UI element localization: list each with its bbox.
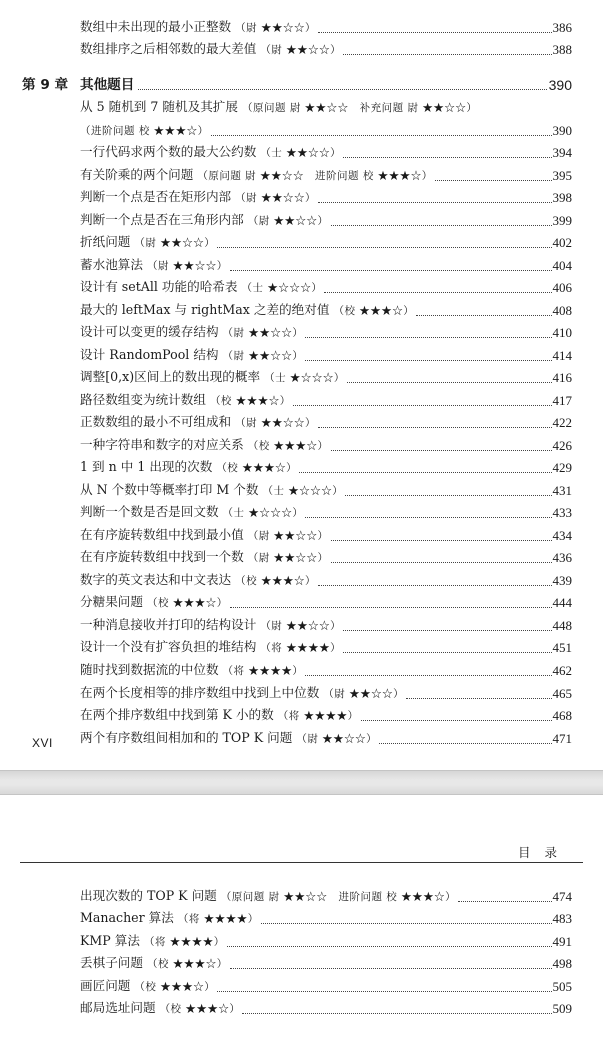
toc-entry-difficulty: （进阶问题 校 ★★★☆） [80, 124, 209, 137]
toc-entry-title-text: 邮局选址问题 [80, 1000, 156, 1015]
toc-entry [80, 481, 572, 501]
toc-entry-difficulty: （原问题 尉 ★★☆☆ 进阶问题 校 ★★★☆） [220, 891, 457, 903]
toc-entry-page: 483 [552, 911, 572, 927]
toc-entry-leader [318, 202, 552, 203]
toc-entry-leader [361, 720, 552, 721]
running-head-label: 目录 [517, 845, 571, 860]
toc-entry-title [80, 570, 316, 591]
toc-entry-title [80, 390, 291, 411]
toc-entry-leader [305, 675, 551, 676]
toc-entry [80, 413, 572, 433]
toc-entry-difficulty: （士 ★☆☆☆） [264, 372, 345, 385]
toc-entry-leader [331, 562, 552, 563]
toc-entry-title-text: 最大的 leftMax 与 rightMax 之差的绝对值 [80, 301, 330, 317]
toc-entry-title-text: 一种字符串和数字的对应关系 [80, 436, 244, 452]
toc-entry-leader [227, 946, 552, 947]
toc-entry-page: 394 [552, 145, 572, 161]
running-head [0, 843, 603, 865]
toc-entry-title [80, 908, 259, 929]
toc-entry-difficulty: （校 ★★★☆） [333, 304, 415, 317]
toc-entry-difficulty: （尉 ★★☆☆） [247, 552, 329, 565]
toc-entry-page: 429 [552, 460, 572, 476]
toc-entry-leader [299, 472, 551, 473]
toc-entry-page: 390 [552, 122, 572, 138]
toc-entry-leader [230, 270, 552, 271]
toc-entry [80, 571, 572, 591]
toc-entry-page: 498 [552, 956, 572, 972]
toc-entry [80, 526, 572, 546]
toc-entry-title [80, 502, 303, 523]
toc-entry-page: 398 [552, 190, 572, 206]
toc-entry-title [80, 953, 228, 974]
toc-entry-leader [416, 315, 551, 316]
toc-entry-title-text: 蓄水池算法 [80, 256, 143, 272]
toc-entry-leader [305, 517, 551, 518]
toc-entry [80, 458, 572, 478]
toc-entry-title-text: 判断一个点是否在三角形内部 [80, 211, 244, 227]
toc-entry-difficulty: （校 ★★★☆） [209, 394, 291, 407]
toc-entry-difficulty: （校 ★★★☆） [235, 574, 316, 587]
toc-entry-page: 416 [552, 370, 572, 386]
toc-entry-title [80, 457, 297, 478]
toc-entry-difficulty: （校 ★★★☆） [146, 958, 228, 971]
toc-entry-title [80, 345, 303, 366]
toc-entry-title [80, 187, 316, 208]
toc-entry-difficulty: （将 ★★★★） [222, 665, 304, 677]
toc-entry-title [80, 705, 359, 726]
toc-entry-title [80, 615, 341, 636]
toc-entry-page: 402 [552, 235, 572, 251]
toc-entry-title-text: 正数数组的最小不可组成和 [80, 414, 232, 430]
toc-entry-difficulty: （校 ★★★☆） [146, 597, 228, 610]
toc-entry [80, 278, 572, 298]
toc-entry-difficulty: （尉 ★★☆☆） [247, 214, 329, 227]
toc-entry-title [80, 547, 329, 568]
toc-entry [80, 121, 572, 141]
toc-entry-page: 408 [552, 302, 572, 318]
toc-entry-leader [217, 247, 551, 248]
toc-entry-title-text: 分糖果问题 [80, 594, 143, 610]
toc-entry-leader [261, 923, 552, 924]
toc-entry-difficulty: （士 ★★☆☆） [260, 147, 342, 160]
toc-entry-page: 436 [552, 550, 572, 566]
toc-entry-title-text: 在有序旋转数组中找到一个数 [80, 549, 244, 565]
toc-entry [80, 977, 572, 997]
toc-entry-leader [242, 1013, 551, 1014]
toc-entry-difficulty: （将 ★★★★） [177, 913, 259, 926]
toc-entry-leader [230, 607, 552, 608]
toc-entry-title [80, 300, 414, 321]
toc-entry-leader [293, 405, 552, 406]
toc-entry-title [80, 97, 477, 118]
toc-entry-difficulty: （校 ★★★☆） [247, 439, 329, 452]
toc-entry-difficulty: （原问题 尉 ★★☆☆ 进阶问题 校 ★★★☆） [197, 169, 433, 182]
toc-entry-difficulty: （士 ★☆☆☆） [241, 282, 323, 295]
toc-entry [80, 323, 572, 343]
toc-entry-page: 399 [552, 212, 572, 228]
toc-entry-page: 474 [552, 889, 572, 904]
toc-entry-title-text: 判断一个点是否在矩形内部 [80, 189, 232, 205]
toc-entry-leader [343, 54, 551, 55]
toc-entry-leader [211, 135, 552, 136]
toc-entry-difficulty: （校 ★★★☆） [159, 1003, 241, 1015]
toc-entry-title [80, 480, 343, 501]
toc-entry-leader [331, 450, 552, 451]
toc-entry-difficulty: （将 ★★★★） [143, 935, 225, 948]
toc-entry-difficulty: （尉 ★★☆☆） [235, 192, 316, 205]
toc-entry-page: 465 [552, 685, 572, 701]
toc-entry-leader [305, 360, 551, 361]
toc-entry-title [80, 525, 329, 546]
toc-entry-title-text: 折纸问题 [80, 234, 131, 250]
toc-entry [80, 166, 572, 186]
toc-entry [80, 638, 572, 658]
toc-entry-page: 386 [552, 20, 572, 35]
toc-entry [80, 368, 572, 388]
toc-entry-title [80, 232, 215, 253]
toc-entry-leader [331, 225, 552, 226]
toc-entry-page: 406 [552, 280, 572, 296]
toc-entry-title [80, 255, 228, 276]
toc-entry-title [80, 17, 316, 38]
toc-entry-leader [331, 540, 552, 541]
toc-entry-difficulty: （尉 ★★☆☆） [323, 687, 405, 700]
toc-entry [80, 256, 572, 276]
toc-entry-leader [305, 337, 551, 338]
toc-entry-difficulty: （尉 ★★☆☆） [260, 619, 342, 632]
toc-entry-difficulty: （校 ★★★☆） [134, 980, 216, 993]
toc-entry [80, 211, 572, 231]
toc-entry [80, 391, 572, 411]
toc-entry-leader [318, 585, 552, 586]
toc-entry-difficulty: （尉 ★★☆☆） [247, 529, 329, 542]
toc-entry-leader [406, 698, 551, 699]
toc-entry [80, 346, 572, 366]
toc-entry-difficulty: （将 ★★★★） [277, 710, 359, 723]
toc-entry-title-text: 从 5 随机到 7 随机及其扩展 [80, 99, 238, 114]
toc-entry-difficulty: （校 ★★★☆） [216, 462, 298, 475]
toc-entry-difficulty: （尉 ★★☆☆） [222, 349, 304, 362]
toc-entry [80, 143, 572, 163]
toc-entry-page: 417 [552, 392, 572, 408]
toc-entry-title-text: 画匠问题 [80, 977, 131, 993]
toc-entry-title [80, 120, 209, 141]
toc-entry-title [80, 165, 433, 186]
toc-entry-difficulty: （尉 ★★☆☆） [235, 22, 316, 34]
toc-entry [80, 593, 572, 613]
toc-entry-difficulty: （尉 ★★☆☆） [235, 417, 316, 430]
toc-entry [80, 954, 572, 974]
toc-entry-title-text: 丢棋子问题 [80, 955, 143, 971]
toc-entry-page: 414 [552, 347, 572, 363]
toc-entry-title-text: 数字的英文表达和中文表达 [80, 571, 232, 587]
toc-entry-leader [347, 382, 552, 383]
toc-entry-page: 448 [552, 617, 572, 633]
toc-entry-title-text: 在两个排序数组中找到第 K 小的数 [80, 707, 274, 723]
toc-entry-page: 433 [552, 505, 572, 521]
toc-entry-page: 426 [552, 437, 572, 453]
toc-entry-difficulty: （将 ★★★★） [260, 642, 342, 655]
toc-entry [80, 729, 572, 749]
toc-entry [80, 616, 572, 636]
toc-entry-title-text: 一行代码求两个数的最大公约数 [80, 144, 257, 160]
toc-entry-difficulty: （尉 ★★☆☆） [146, 259, 228, 272]
running-head-rule [20, 862, 583, 863]
chapter-leader [138, 89, 546, 90]
toc-entry-title [80, 998, 240, 1019]
toc-entry-title-text: 判断一个数是否是回文数 [80, 504, 219, 520]
toc-entry [80, 18, 572, 38]
toc-entry-leader [318, 32, 552, 33]
toc-entry [80, 999, 572, 1019]
toc-entry-page: 462 [552, 663, 572, 678]
toc-entry-page: 468 [552, 708, 572, 724]
toc-entry-leader [379, 743, 551, 744]
toc-entry-title [80, 728, 377, 749]
toc-entry [80, 503, 572, 523]
toc-entry-leader [324, 292, 551, 293]
toc-entry-leader [345, 495, 551, 496]
toc-entry-leader [217, 991, 551, 992]
toc-entry [80, 661, 572, 681]
toc-entry-title-text: 设计一个没有扩容负担的堆结构 [80, 639, 257, 655]
toc-entry [80, 932, 572, 952]
toc-entry-title [80, 412, 316, 433]
toc-entry [80, 436, 572, 456]
toc-entry-leader [435, 180, 552, 181]
toc-entry-title-text: 设计有 setAll 功能的哈希表 [80, 279, 238, 295]
toc-entry-page: 471 [552, 730, 572, 746]
toc-entry-title-text: 数组中未出现的最小正整数 [80, 19, 232, 34]
toc-entry-title [80, 210, 329, 231]
toc-entry-title [80, 367, 345, 388]
toc-entry-title [80, 322, 303, 343]
toc-entry-title-text: 一种消息接收并打印的结构设计 [80, 616, 257, 632]
toc-entry-title-text: 1 到 n 中 1 出现的次数 [80, 459, 213, 475]
toc-entry [80, 909, 572, 929]
toc-entry-title [80, 660, 303, 681]
toc-entry-page: 410 [552, 325, 572, 341]
toc-entry-title [80, 39, 341, 60]
toc-entry-leader [343, 652, 551, 653]
toc-entry-difficulty: （士 ★☆☆☆） [222, 507, 304, 520]
toc-entry-page: 509 [552, 1001, 572, 1016]
toc-entry-leader [318, 427, 552, 428]
toc-entry-leader [343, 157, 551, 158]
toc-entry-leader [230, 968, 552, 969]
toc-entry [80, 684, 572, 704]
toc-entry-title-text: Manacher 算法 [80, 910, 174, 926]
toc-entry-title [80, 886, 456, 907]
toc-entry-title [80, 637, 341, 658]
toc-entry-title-text: 调整[0,x)区间上的数出现的概率 [80, 369, 261, 385]
toc-entry-title-text: 在两个长度相等的排序数组中找到上中位数 [80, 684, 320, 700]
toc-entry-page: 404 [552, 257, 572, 273]
toc-entry-page: 505 [552, 978, 572, 994]
toc-entry-leader [458, 901, 551, 902]
toc-entry-difficulty: （尉 ★★☆☆） [134, 237, 216, 250]
toc-entry-page: 491 [552, 933, 572, 949]
toc-entry [80, 233, 572, 253]
toc-entry [80, 887, 572, 907]
toc-entry-title-text: 两个有序数组间相加和的 TOP K 问题 [80, 729, 293, 745]
toc-entry [80, 188, 572, 208]
toc-entry [80, 98, 572, 118]
chapter-page: 390 [548, 77, 572, 93]
toc-entry-page: 395 [552, 167, 572, 183]
toc-entry-difficulty: （尉 ★★☆☆） [222, 327, 304, 340]
toc-entry-difficulty: （尉 ★★☆☆） [296, 732, 378, 745]
toc-entry [80, 548, 572, 568]
toc-entry-title-text: 路径数组变为统计数组 [80, 391, 206, 407]
toc-entry-page: 439 [552, 572, 572, 588]
toc-entry-page: 451 [552, 640, 572, 656]
page-folio: XVI [32, 736, 53, 750]
toc-entry-title [80, 592, 228, 613]
toc-entry-page: 444 [552, 595, 572, 611]
toc-entry-title-text: 有关阶乘的两个问题 [80, 166, 194, 182]
toc-entry-title [80, 931, 225, 952]
toc-entry-difficulty: （原问题 尉 ★★☆☆ 补充问题 尉 ★★☆☆） [241, 102, 478, 114]
toc-entry-title [80, 683, 404, 704]
toc-entry-title-text: 出现次数的 TOP K 问题 [80, 888, 217, 903]
chapter-title: 其他题目 [80, 77, 135, 93]
toc-entry-title-text: 数组排序之后相邻数的最大差值 [80, 41, 257, 57]
toc-entry [80, 301, 572, 321]
toc-entry [80, 40, 572, 60]
toc-entry-title-text: 设计可以变更的缓存结构 [80, 324, 219, 340]
toc-entry-title [80, 435, 329, 456]
toc-entry-page: 388 [552, 42, 572, 58]
toc-entry-title-text: 设计 RandomPool 结构 [80, 346, 219, 362]
toc-entry-title-text: 在有序旋转数组中找到最小值 [80, 526, 244, 542]
toc-entry-leader [343, 630, 551, 631]
toc-entry [80, 706, 572, 726]
toc-entry-title-text: 随时找到数据流的中位数 [80, 662, 219, 677]
page-separator [0, 770, 603, 795]
chapter-heading [22, 74, 572, 96]
toc-entry-title [80, 142, 341, 163]
toc-entry-page: 422 [552, 415, 572, 431]
toc-entry-title-text: 从 N 个数中等概率打印 M 个数 [80, 481, 259, 497]
toc-entry-title [80, 277, 322, 298]
toc-entry-difficulty: （士 ★☆☆☆） [262, 484, 344, 497]
toc-entry-title [80, 976, 215, 997]
chapter-number: 第 9 章 [22, 77, 69, 93]
toc-entry-page: 434 [552, 527, 572, 543]
toc-entry-difficulty: （尉 ★★☆☆） [260, 44, 342, 57]
toc-entry-page: 431 [552, 482, 572, 498]
toc-entry-title-text: KMP 算法 [80, 932, 140, 948]
